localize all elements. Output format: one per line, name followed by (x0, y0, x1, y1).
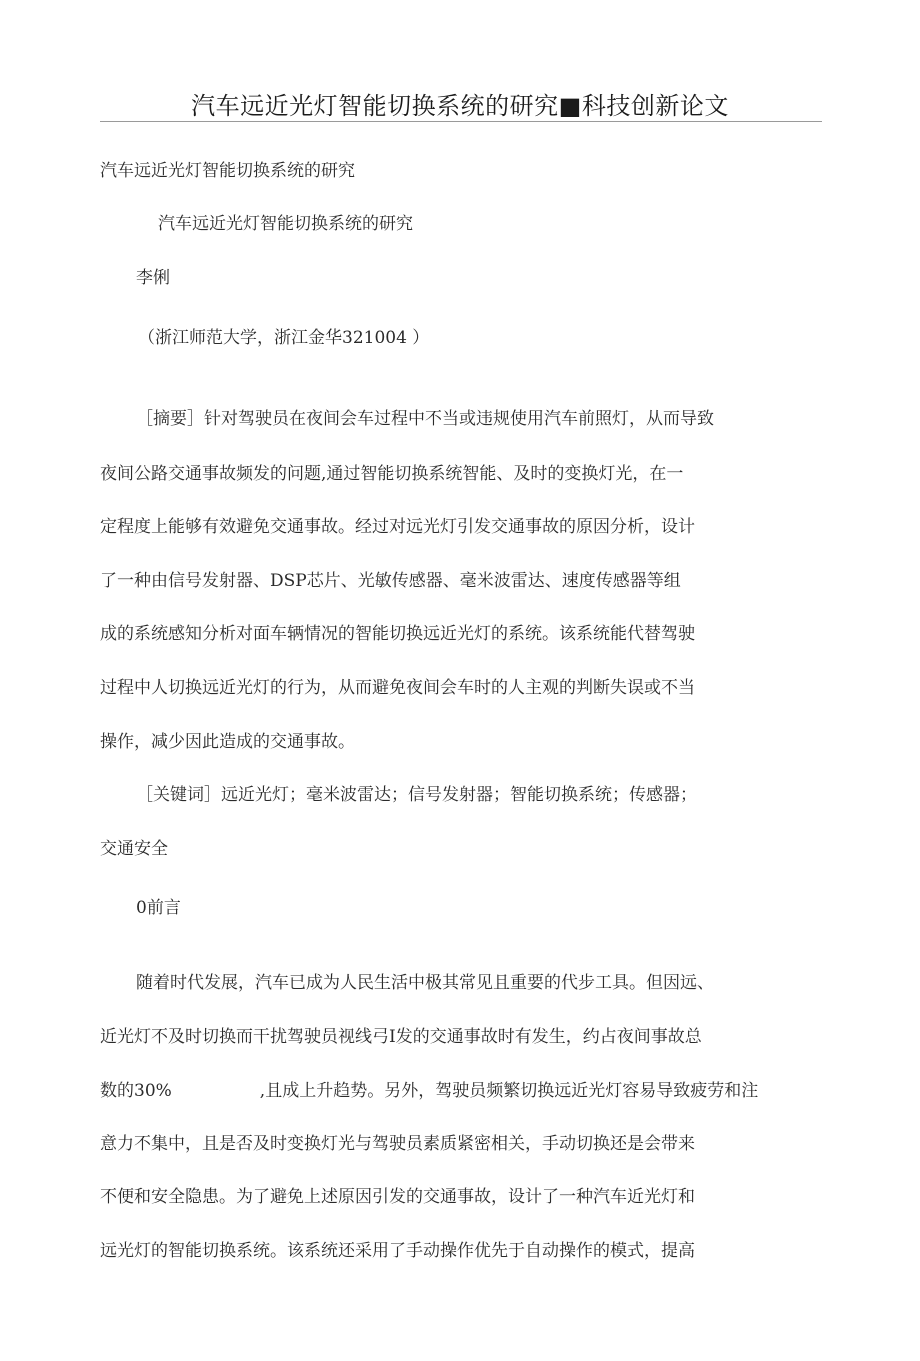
section-heading: 0前言 (136, 898, 181, 918)
article-subtitle: 汽车远近光灯智能切换系统的研究 (100, 161, 355, 181)
document-title: 汽车远近光灯智能切换系统的研究■科技创新论文 (191, 92, 729, 120)
abstract-line: 夜间公路交通事故频发的问题,通过智能切换系统智能、及时的变换灯光，在一 (100, 464, 684, 484)
article-heading: 汽车远近光灯智能切换系统的研究 (158, 214, 413, 234)
abstract-line: 了一种由信号发射器、DSP芯片、光敏传感器、毫米波雷达、速度传感器等组 (100, 571, 681, 591)
intro-line: 不便和安全隐患。为了避免上述原因引发的交通事故，设计了一种汽车近光灯和 (100, 1187, 695, 1207)
author-affiliation: （浙江师范大学，浙江金华321004 ） (138, 328, 430, 348)
intro-line: 意力不集中，且是否及时变换灯光与驾驶员素质紧密相关，手动切换还是会带来 (100, 1134, 695, 1154)
intro-line: 远光灯的智能切换系统。该系统还采用了手动操作优先于自动操作的模式，提高 (100, 1241, 695, 1261)
intro-line-part: ,且成上升趋势。另外，驾驶员频繁切换远近光灯容易导致疲劳和注 (259, 1081, 759, 1101)
intro-line-part: 数的30% (100, 1081, 172, 1101)
keywords-line: 交通安全 (100, 839, 168, 859)
keywords-line: ［关键词］远近光灯；毫米波雷达；信号发射器；智能切换系统；传感器； (136, 785, 697, 805)
abstract-line: ［摘要］针对驾驶员在夜间会车过程中不当或违规使用汽车前照灯，从而导致 (136, 409, 714, 429)
title-divider (100, 121, 822, 122)
intro-line: 随着时代发展，汽车已成为人民生活中极其常见且重要的代步工具。但因远、 (136, 973, 714, 993)
intro-line-with-gap (100, 1081, 758, 1101)
intro-line: 近光灯不及时切换而干扰驾驶员视线弓I发的交通事故时有发生，约占夜间事故总 (100, 1027, 702, 1047)
abstract-line: 定程度上能够有效避免交通事故。经过对远光灯引发交通事故的原因分析，设计 (100, 517, 695, 537)
abstract-line: 过程中人切换远近光灯的行为，从而避免夜间会车时的人主观的判断失误或不当 (100, 678, 695, 698)
abstract-line: 操作，减少因此造成的交通事故。 (100, 732, 355, 752)
abstract-line: 成的系统感知分析对面车辆情况的智能切换远近光灯的系统。该系统能代替驾驶 (100, 624, 695, 644)
author-name: 李俐 (136, 268, 170, 288)
